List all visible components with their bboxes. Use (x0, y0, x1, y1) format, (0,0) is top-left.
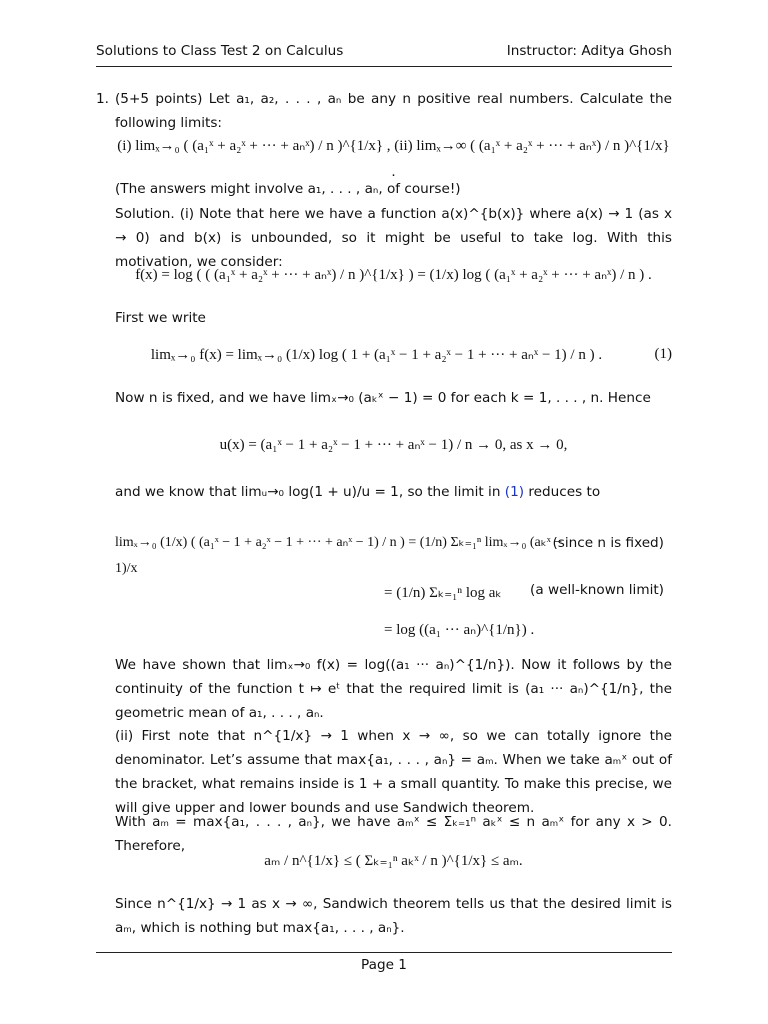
page-number: Page 1 (361, 957, 407, 973)
equation-1-number: (1) (654, 346, 672, 362)
derivation-line-3: = log ((a₁ ··· aₙ)^{1/n}) . (384, 622, 535, 638)
first-we-write: First we write (115, 310, 206, 326)
problem-number: 1. (96, 91, 109, 107)
paragraph-3-text-a: and we know that limᵤ→₀ log(1 + u)/u = 1, so the limit in (115, 484, 501, 500)
solution-paragraph-7: Since n^{1/x} → 1 as x → ∞, Sandwich theorem tells us that the desired limit is aₘ, which is nothing but max{a₁, . . . , aₙ}. (115, 896, 672, 936)
solution-paragraph-2: Now n is fixed, and we have limₓ→₀ (aₖˣ − 1) = 0 for each k = 1, . . . , n. Hence (115, 390, 651, 406)
problem-intro (96, 87, 672, 135)
solution-paragraph-6: With aₘ = max{a₁, . . . , aₙ}, we have aₘˣ ≤ Σₖ₌₁ⁿ aₖˣ ≤ n aₘˣ for any x > 0. Therefore, (115, 814, 672, 854)
derivation-line-2: = (1/n) Σₖ₌₁ⁿ log aₖ (384, 585, 502, 601)
derivation-note-2: (a well-known limit) (530, 582, 664, 598)
solution-paragraph-3 (115, 480, 672, 504)
problem-intro-text: (5+5 points) Let a₁, a₂, . . . , aₙ be any n positive real numbers. Calculate the following limits: (115, 91, 672, 131)
footer-rule (96, 952, 672, 953)
problem-note: (The answers might involve a₁, . . . , aₙ, of course!) (115, 181, 461, 197)
equation-1-reference-link[interactable]: (1) (504, 484, 525, 500)
page-header (96, 43, 672, 65)
equation-sandwich: aₘ / n^{1/x} ≤ ( Σₖ₌₁ⁿ aₖˣ / n )^{1/x} ≤ aₘ. (264, 853, 523, 869)
solution-paragraph-4: We have shown that limₓ→₀ f(x) = log((a₁ ··· aₙ)^{1/n}). Now it follows by the continuity of the function t ↦ eᵗ that the required limit is (a₁ ··· aₙ)^{1/n}, the geometric mean of a₁, . . . , aₙ. (115, 657, 672, 721)
derivation-line-1: limₓ→₀ (1/x) ( (a₁ˣ − 1 + a₂ˣ − 1 + ··· + aₙˣ − 1) / n ) = (1/n) Σₖ₌₁ⁿ limₓ→₀ (aₖˣ − 1)/x (115, 535, 563, 576)
equation-u: u(x) = (a₁ˣ − 1 + a₂ˣ − 1 + ··· + aₙˣ − 1) / n → 0, as x → 0, (219, 437, 568, 453)
derivation-note-1: (since n is fixed) (552, 535, 664, 551)
header-rule (96, 66, 672, 67)
instructor-name: Instructor: Aditya Ghosh (506, 43, 672, 59)
course-title: Solutions to Class Test 2 on Calculus (96, 43, 344, 59)
paragraph-3-text-b: reduces to (528, 484, 601, 500)
equation-1: limₓ→₀ f(x) = limₓ→₀ (1/x) log ( 1 + (a₁ˣ − 1 + a₂ˣ − 1 + ··· + aₙˣ − 1) / n ) . (150, 347, 603, 363)
problem-limits: (i) limₓ→₀ ( (a₁ˣ + a₂ˣ + ··· + aₙˣ) / n )^{1/x} , (ii) limₓ→∞ ( (a₁ˣ + a₂ˣ + ··· + aₙˣ) / n )^{1/x} . (117, 138, 670, 180)
solution-paragraph-1: Solution. (i) Note that here we have a function a(x)^{b(x)} where a(x) → 1 (as x → 0) and b(x) is unbounded, so it might be useful to take log. With this motivation, we consider: (115, 206, 672, 270)
solution-paragraph-5: (ii) First note that n^{1/x} → 1 when x → ∞, so we can totally ignore the denominator. Let’s assume that max{a₁, . . . , aₙ} = aₘ. When we take aₘˣ out of the bracket, what remains inside is 1 + a small quantity. To make this precise, we will give upper and lower bounds and use Sandwich theorem. (115, 728, 672, 816)
equation-f: f(x) = log ( ( (a₁ˣ + a₂ˣ + ··· + aₙˣ) / n )^{1/x} ) = (1/x) log ( (a₁ˣ + a₂ˣ + ··· + aₙˣ) / n ) . (135, 267, 652, 283)
